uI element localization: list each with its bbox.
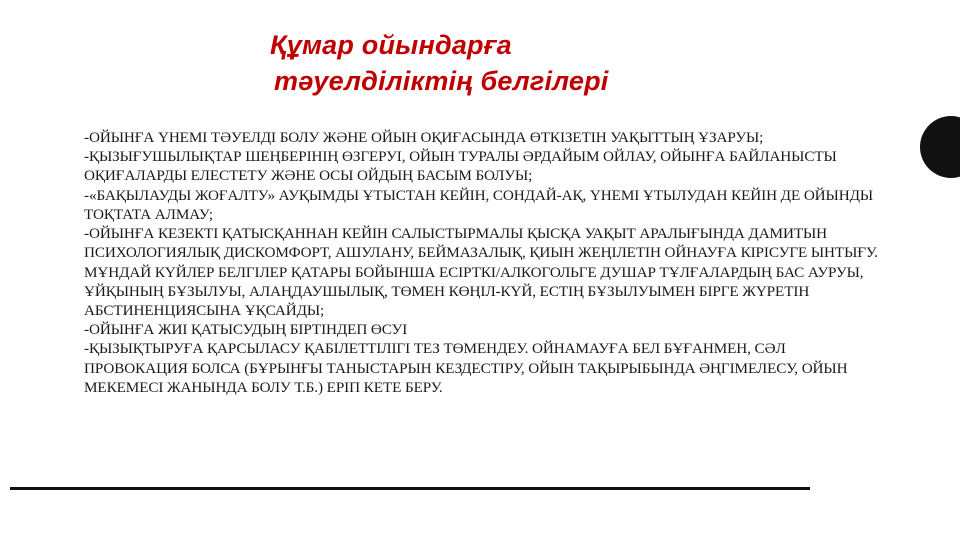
page-title-line-1: Құмар ойындарға bbox=[270, 30, 512, 60]
page-title bbox=[270, 28, 830, 99]
body-paragraph: -ОЙЫНҒА ҮНЕМІ ТӘУЕЛДІ БОЛУ ЖӘНЕ ОЙЫН ОҚИҒАСЫНДА ӨТКІЗЕТІН УАҚЫТТЫҢ ҰЗАРУЫ; bbox=[84, 129, 764, 146]
body-paragraph: -ОЙЫНҒА ЖИІ ҚАТЫСУДЫҢ БІРТІНДЕП ӨСУІ bbox=[84, 321, 408, 339]
body-paragraph: -ҚЫЗЫҚТЫРУҒА ҚАРСЫЛАСУ ҚАБІЛЕТТІЛІГІ ТЕЗ ТӨМЕНДЕУ. ОЙНАМАУҒА БЕЛ БҰҒАНМЕН, СӘЛ ПРОВОКАЦИЯ БОЛСА (БҰРЫНҒЫ ТАНЫСТАРЫН КЕЗДЕСТІРУ, ОЙЫН ТАҚЫРЫБЫНДА ӘҢГІМЕЛЕСУ, ОЙЫН МЕКЕМЕСІ ЖАНЫНДА БОЛУ Т.Б.) ЕРІП КЕТЕ БЕРУ. bbox=[84, 340, 848, 396]
body-paragraph: -«БАҚЫЛАУДЫ ЖОҒАЛТУ» АУҚЫМДЫ ҰТЫСТАН КЕЙІН, СОНДАЙ-АҚ, ҮНЕМІ ҰТЫЛУДАН КЕЙІН ДЕ ОЙЫНДЫ ТОҚТАТА АЛМАУ; bbox=[84, 186, 873, 223]
horizontal-divider bbox=[10, 487, 810, 490]
body-text bbox=[84, 128, 884, 397]
circle-decoration-icon bbox=[920, 116, 960, 178]
body-paragraph: -ҚЫЗЫҒУШЫЛЫҚТАР ШЕҢБЕРІНІҢ ӨЗГЕРУІ, ОЙЫН ТУРАЛЫ ӘРДАЙЫМ ОЙЛАУ, ОЙЫНҒА БАЙЛАНЫСТЫ ОҚИҒАЛАРДЫ ЕЛЕСТЕТУ ЖӘНЕ ОСЫ ОЙДЫҢ БАСЫМ БОЛУЫ; bbox=[84, 148, 837, 185]
page-title-line-2: тәуелділіктің белгілері bbox=[274, 65, 609, 96]
body-paragraph: -ОЙЫНҒА КЕЗЕКТІ ҚАТЫСҚАННАН КЕЙІН САЛЫСТЫРМАЛЫ ҚЫСҚА УАҚЫТ АРАЛЫҒЫНДА ДАМИТЫН ПСИХОЛОГИЯЛЫҚ ДИСКОМФОРТ, АШУЛАНУ, БЕЙМАЗАЛЫҚ, ҚИЫН ЖЕҢІЛЕТІН ОЙНАУҒА КІРІСУГЕ ЫНТЫҒУ. МҰНДАЙ КҮЙЛЕР БЕЛГІЛЕР ҚАТАРЫ БОЙЫНША ЕСІРТКІ/АЛКОГОЛЬГЕ ДУШАР ТҰЛҒАЛАРДЫҢ БАС АУРУЫ, ҰЙҚЫНЫҢ БҰЗЫЛУЫ, АЛАҢДАУШЫЛЫҚ, ТӨМЕН КӨҢІЛ-КҮЙ, ЕСТІҢ БҰЗЫЛУЫМЕН БІРГЕ ЖҮРЕТІН АБСТИНЕНЦИЯСЫНА ҰҚСАЙДЫ; bbox=[84, 225, 878, 319]
